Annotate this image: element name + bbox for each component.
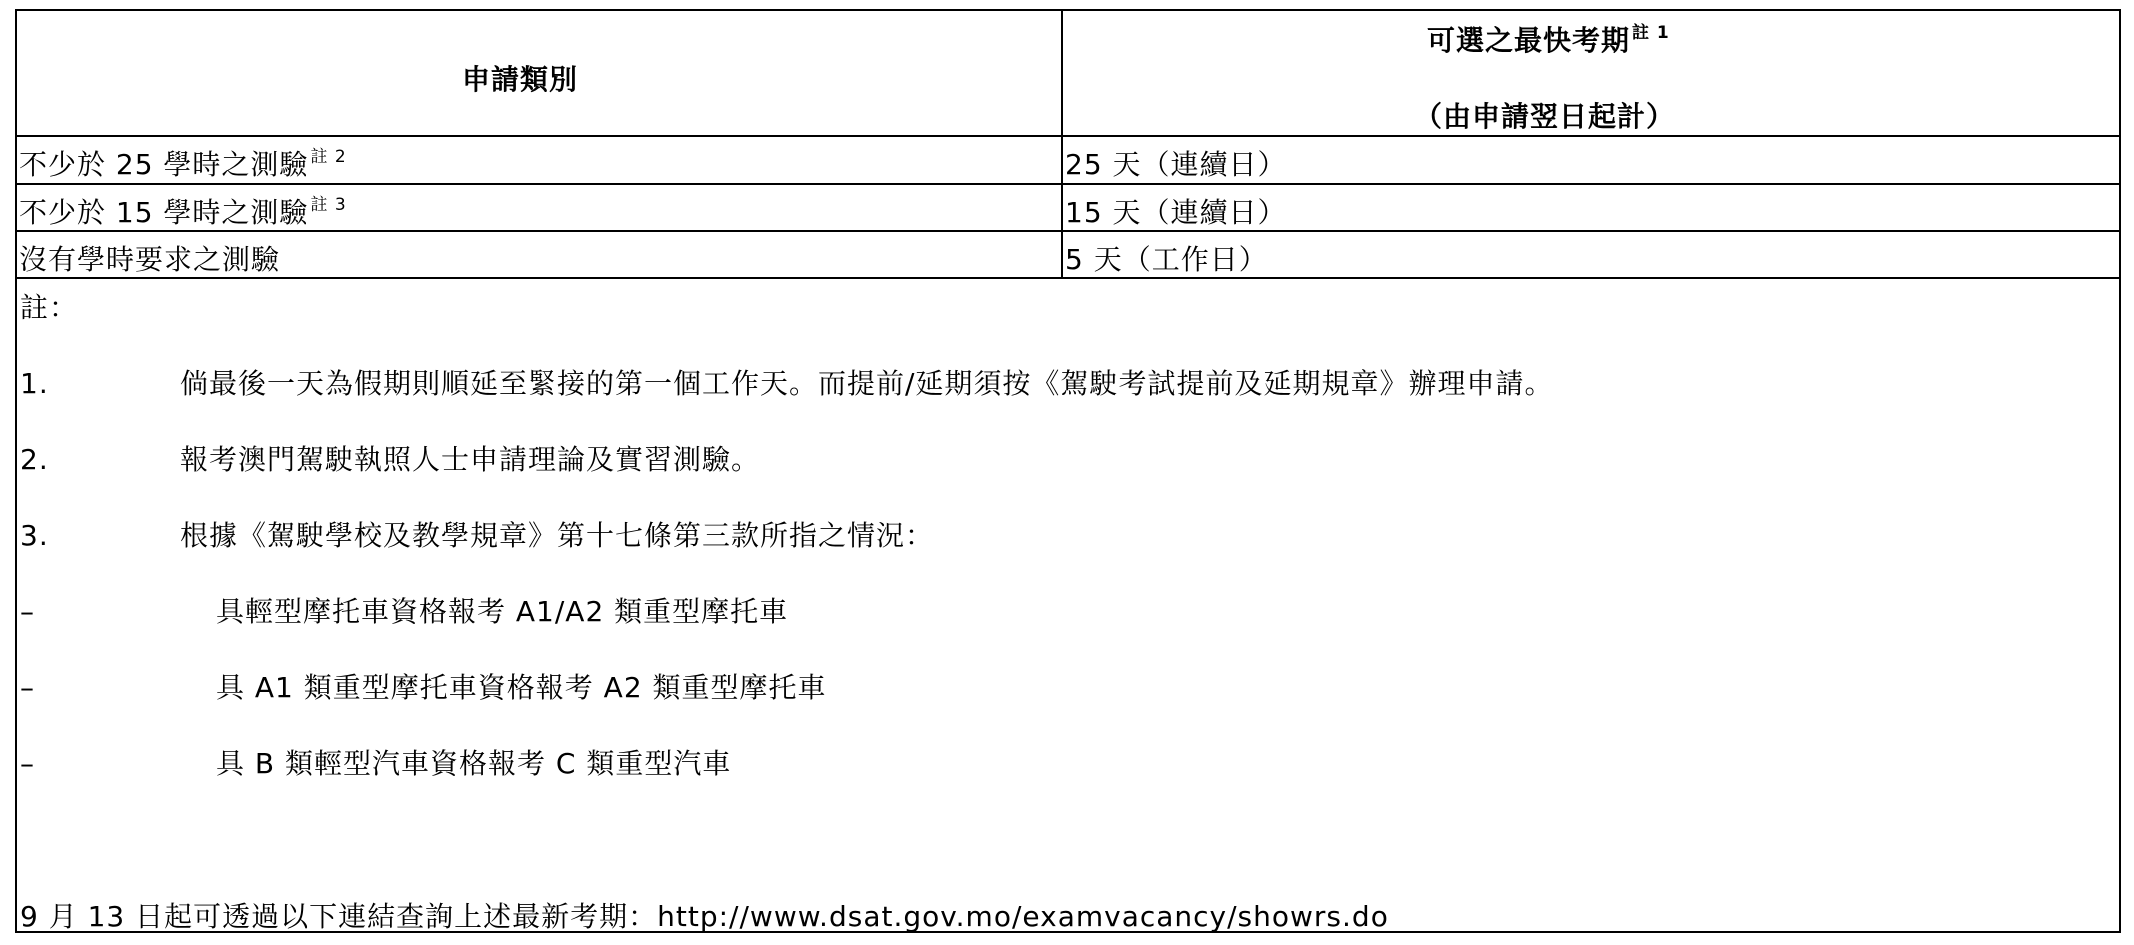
header-earliest-title: 可選之最快考期 — [1427, 24, 1631, 57]
notes-heading: 註： — [20, 291, 79, 324]
row-note-mark: 註 3 — [310, 195, 347, 215]
note-number: 3. — [20, 519, 49, 552]
note-text: 報考澳門駕駛執照人士申請理論及實習測驗。 — [180, 443, 761, 476]
sub-item-text: 具 B 類輕型汽車資格報考 C 類重型汽車 — [216, 747, 732, 780]
exam-period-table — [15, 9, 2121, 933]
note-number: 2. — [20, 443, 49, 476]
row-divider — [17, 183, 2119, 185]
note-text: 根據《駕駛學校及教學規章》第十七條第三款所指之情況： — [180, 519, 935, 552]
row-divider — [17, 230, 2119, 232]
column-divider — [1061, 11, 1063, 279]
note-item — [20, 367, 1553, 401]
notes-divider — [17, 277, 2119, 279]
table-row-period: 15 天（連續日） — [1065, 196, 1287, 229]
row-note-mark: 註 2 — [310, 147, 347, 167]
row-divider — [17, 135, 2119, 137]
table-row-period: 5 天（工作日） — [1065, 243, 1268, 276]
header-earliest-subtitle: （由申請翌日起計） — [1414, 100, 1676, 133]
note-sub-item — [20, 747, 731, 781]
note-item — [20, 519, 934, 553]
sub-item-text: 具 A1 類重型摩托車資格報考 A2 類重型摩托車 — [216, 671, 827, 704]
note-sub-item — [20, 595, 788, 629]
table-row-category — [19, 196, 347, 230]
header-earliest-period — [1427, 24, 1670, 58]
table-row-category — [19, 148, 347, 182]
table-row-category: 沒有學時要求之測驗 — [19, 243, 281, 276]
note-item — [20, 443, 760, 477]
row-category-label: 不少於 15 學時之測驗 — [19, 196, 309, 229]
header-note-mark: 註 1 — [1632, 23, 1670, 43]
table-row-period: 25 天（連續日） — [1065, 148, 1287, 181]
note-sub-item — [20, 671, 827, 705]
note-text: 倘最後一天為假期則順延至緊接的第一個工作天。而提前/延期須按《駕駛考試提前及延期規章》辦理申請。 — [180, 367, 1554, 400]
dash-mark: – — [20, 747, 35, 780]
footer-link-text: 9 月 13 日起可透過以下連結查詢上述最新考期：http://www.dsat.gov.mo/examvacancy/showrs.do — [20, 900, 1389, 933]
dash-mark: – — [20, 671, 35, 704]
note-number: 1. — [20, 367, 49, 400]
sub-item-text: 具輕型摩托車資格報考 A1/A2 類重型摩托車 — [216, 595, 789, 628]
header-category: 申請類別 — [462, 63, 579, 96]
dash-mark: – — [20, 595, 35, 628]
row-category-label: 不少於 25 學時之測驗 — [19, 148, 309, 181]
